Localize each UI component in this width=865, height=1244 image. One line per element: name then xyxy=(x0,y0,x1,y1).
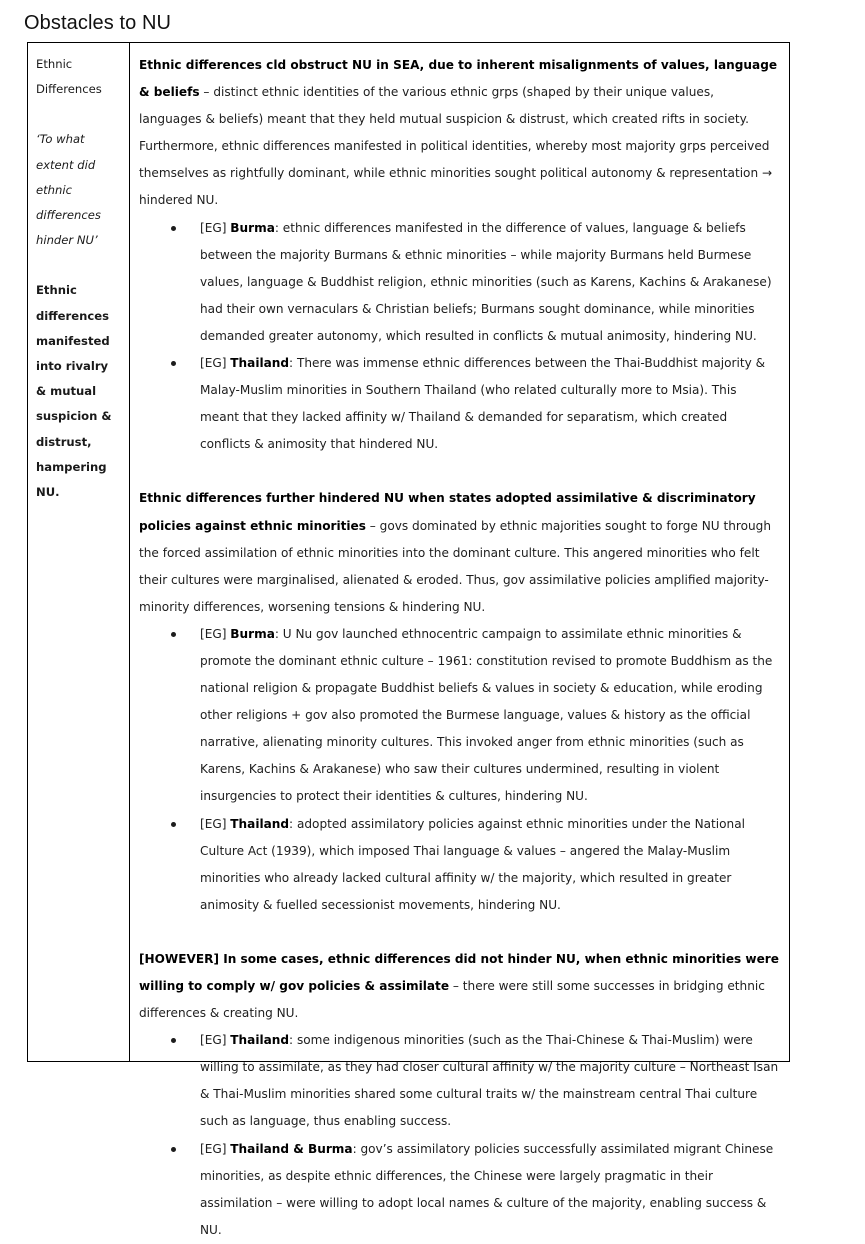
table-cell-content-column xyxy=(130,43,789,1237)
evidence-subject: Thailand xyxy=(230,1033,290,1048)
list-item xyxy=(139,1027,779,1135)
evidence-tag: [EG] xyxy=(200,626,231,641)
list-item xyxy=(139,1136,779,1244)
bullet-icon xyxy=(171,822,176,827)
evidence-list xyxy=(139,621,779,919)
evidence-text: : ethnic differences manifested in the difference of values, language & beliefs between the majority Burmans & ethnic minorities – while majority Burmans held Burmese values, language & Buddhist religion, ethnic minorities (such as Karens, Kachins & Arakanese) had their own vernaculars & Christian beliefs; Burmans sought dominance, while minorities demanded greater autonomy, which resulted in conflicts & mutual animosity, hindering NU. xyxy=(200,220,772,343)
bullet-icon xyxy=(171,1147,176,1152)
spacer xyxy=(36,253,121,278)
section-paragraph xyxy=(139,52,779,215)
section-body-text: – govs dominated by ethnic majorities sought to forge NU through the forced assimilation of ethnic minorities into the dominant culture. This angered minorities who felt their cultures were marginalised, alienated & eroded. Thus, gov assimilative policies amplified majority-minority differences, worsening tensions & hindering NU. xyxy=(139,518,771,614)
evidence-subject: Thailand & Burma xyxy=(230,1141,353,1156)
evidence-text: : There was immense ethnic differences between the Thai-Buddhist majority & Malay-Muslim minorities in Southern Thailand (who related culturally more to Msia). This meant that they lacked affinity w/ Thailand & demanded for separatism, which created conflicts & animosity that hindered NU. xyxy=(200,356,766,452)
section-lead-statement: Ethnic differences further hindered NU when states adopted assimilative & discriminatory policies against ethnic minorities xyxy=(139,491,756,533)
list-item xyxy=(139,350,779,458)
evidence-tag: [EG] xyxy=(200,220,231,235)
section-paragraph xyxy=(139,485,779,620)
spacer xyxy=(36,102,121,127)
evidence-subject: Burma xyxy=(230,626,275,641)
section-body-text: – there were still some successes in bridging ethnic differences & creating NU. xyxy=(139,979,765,1021)
evidence-list xyxy=(139,215,779,459)
bullet-icon xyxy=(171,361,176,366)
evidence-tag: [EG] xyxy=(200,356,231,371)
table-cell-topic-column xyxy=(28,43,130,1061)
evidence-subject: Thailand xyxy=(230,816,290,831)
evidence-tag: [EG] xyxy=(200,1033,231,1048)
evidence-subject: Burma xyxy=(230,220,275,235)
notes-table xyxy=(27,42,790,1237)
spacer xyxy=(139,919,779,946)
list-item xyxy=(139,621,779,811)
evidence-subject: Thailand xyxy=(230,356,290,371)
section-lead-statement: [HOWEVER] In some cases, ethnic differences did not hinder NU, when ethnic minorities were willing to comply w/ gov policies & assimilate xyxy=(139,951,779,993)
evidence-tag: [EG] xyxy=(200,1141,231,1156)
thesis-summary: Ethnic differences manifested into rivalry & mutual suspicion & distrust, hampering NU. xyxy=(36,283,112,500)
bullet-icon xyxy=(171,226,176,231)
section-lead-statement: Ethnic differences cld obstruct NU in SEA, due to inherent misalignments of values, language & beliefs xyxy=(139,58,778,100)
list-item xyxy=(139,811,779,919)
list-item xyxy=(139,215,779,350)
question-prompt: ‘To what extent did ethnic differences hinder NU’ xyxy=(36,132,101,248)
evidence-text: : adopted assimilatory policies against ethnic minorities under the National Culture Act (1939), which imposed Thai language & values – angered the Malay-Muslim minorities who already lacked cultural affinity w/ the majority, which resulted in greater animosity & fuelled secessionist movements, hindering NU. xyxy=(200,816,745,912)
topic-label: Ethnic Differences xyxy=(36,57,102,97)
evidence-list xyxy=(139,1027,779,1244)
bullet-icon xyxy=(171,1038,176,1043)
evidence-text: : gov’s assimilatory policies successfully assimilated migrant Chinese minorities, as despite ethnic differences, the Chinese were largely pragmatic in their assimilation – were willing to adopt local names & culture of the majority, enabling success & NU. xyxy=(200,1141,774,1237)
evidence-tag: [EG] xyxy=(200,816,231,831)
evidence-text: : some indigenous minorities (such as the Thai-Chinese & Thai-Muslim) were willing to assimilate, as they had closer cultural affinity w/ the majority culture – Northeast Isan & Thai-Muslim minorities shared some cultural traits w/ the mainstream central Thai culture such as language, thus enabling success. xyxy=(200,1033,779,1129)
spacer xyxy=(139,458,779,485)
section-body-text: – distinct ethnic identities of the various ethnic grps (shaped by their unique values, languages & beliefs) meant that they held mutual suspicion & distrust, which created rifts in society. Furthermore, ethnic differences manifested in political identities, whereby most majority grps perceived themselves as rightfully dominant, while ethnic minorities sought political autonomy & representation → hindered NU. xyxy=(139,85,773,208)
section-paragraph xyxy=(139,946,779,1027)
page-title: Obstacles to NU xyxy=(24,12,172,34)
bullet-icon xyxy=(171,632,176,637)
evidence-text: : U Nu gov launched ethnocentric campaign to assimilate ethnic minorities & promote the dominant ethnic culture – 1961: constitution revised to promote Buddhism as the national religion & propagate Buddhist beliefs & values in society & education, while eroding other religions + gov also promoted the Burmese language, values & history as the official narrative, alienating minority cultures. This invoked anger from ethnic minorities (such as Karens, Kachins & Arakanese) who saw their cultures undermined, resulting in violent insurgencies to protect their identities & cultures, hindering NU. xyxy=(200,626,773,804)
